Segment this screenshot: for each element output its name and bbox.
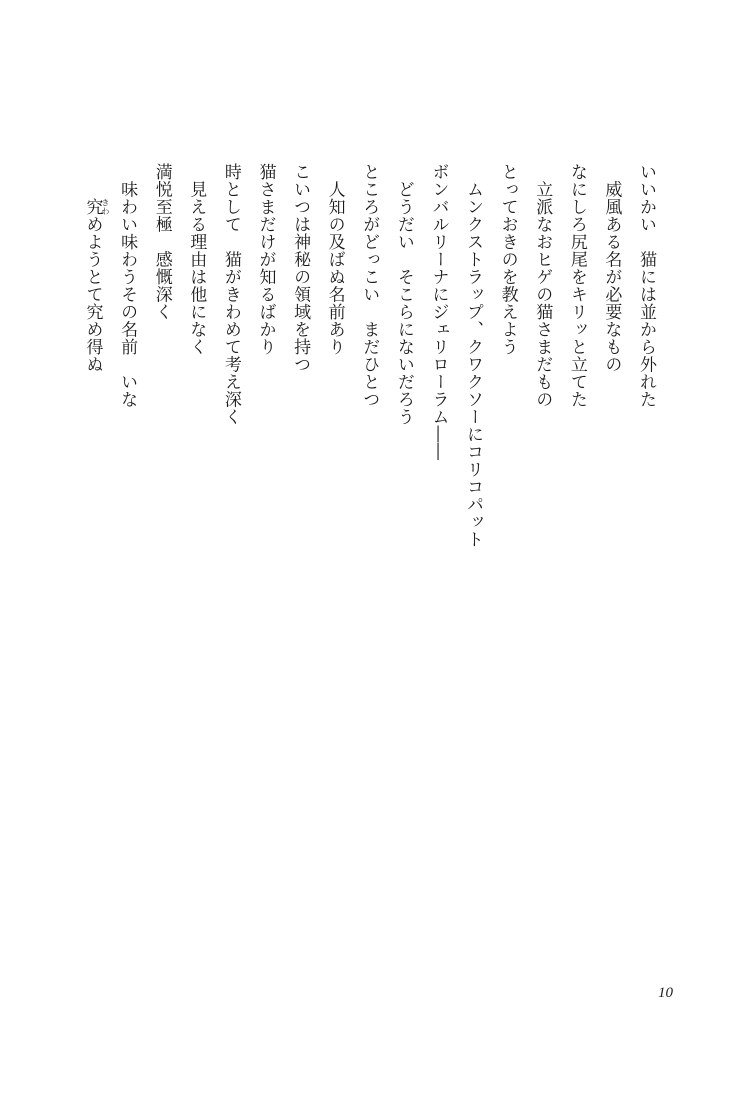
ruby-base: 究 — [82, 198, 103, 216]
poem-line: ところがどっこい まだひとつ — [359, 163, 380, 408]
poem-line: ムンクストラップ、クワクソーにコリコパット — [463, 163, 484, 548]
poem-body — [75, 163, 663, 643]
emphasis-text: 猫さまだけ — [255, 163, 276, 251]
poem-line: 見える理由は他になく — [186, 163, 207, 356]
poem-line-emphasis — [248, 163, 283, 643]
poem-line: 人知の及ばぬ名前あり — [324, 163, 345, 356]
poem-line: 味わい味わうその名前 いな — [117, 163, 138, 408]
poem-line: ボンバルリーナにジェリローラム―― — [428, 163, 449, 461]
page-number: 10 — [658, 985, 673, 1001]
emphasis-rest: が知るばかり — [255, 250, 276, 356]
poem-line: 満悦至極 感慨深く — [151, 163, 172, 321]
ruby-word — [82, 198, 110, 216]
poem-line: いいかい 猫には並から外れた — [636, 163, 656, 408]
poem-line: こいつは神秘の領域を持つ — [290, 163, 311, 373]
poem-line: どうだい そこらにないだろう — [393, 163, 414, 426]
last-line-indent — [83, 163, 103, 198]
poem-line-last — [75, 163, 110, 643]
poem-line: 威風ある名が必要なもの — [601, 163, 622, 373]
poem-line: 立派なおヒゲの猫さまだもの — [532, 163, 553, 408]
poem-line: とっておきのを教えよう — [497, 163, 518, 356]
last-line-rest: めようとて究め得ぬ — [82, 215, 103, 373]
poem-line: 時として 猫がきわめて考え深く — [220, 163, 241, 426]
ruby-reading: きわ — [101, 198, 110, 216]
poem-line: なにしろ尻尾をキリッと立てた — [566, 163, 587, 408]
